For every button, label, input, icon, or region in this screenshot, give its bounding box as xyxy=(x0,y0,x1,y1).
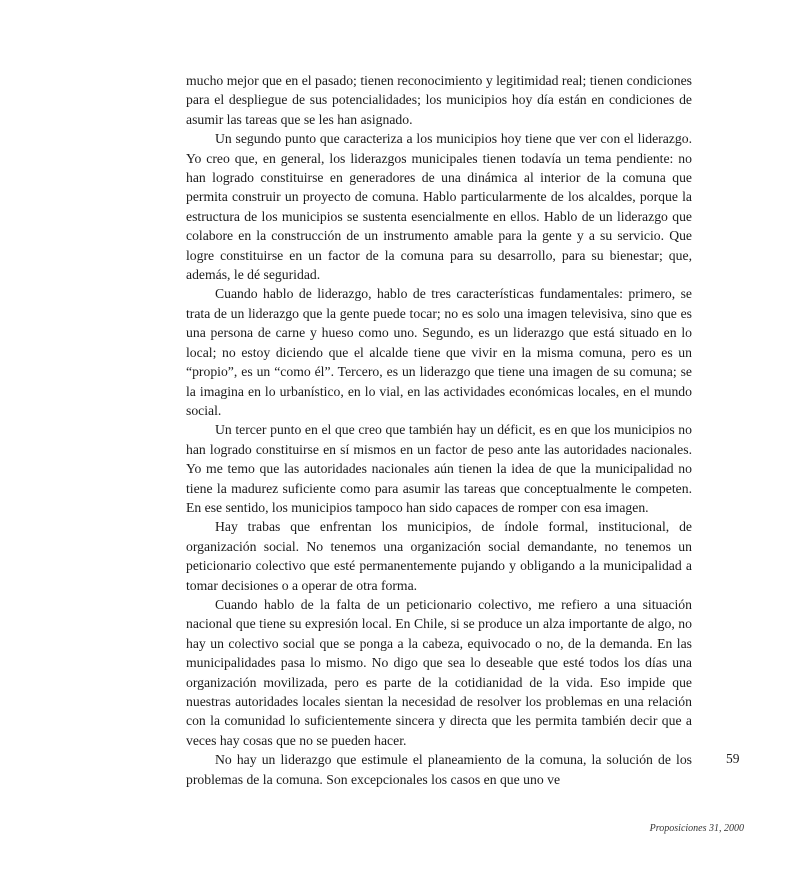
paragraph-3: Cuando hablo de liderazgo, hablo de tres características fundamentales: primero, se trata de un liderazgo que la gente puede tocar; no es solo una imagen televisiva, sino que es una persona de carne y hueso como uno. Segundo, es un liderazgo que está situado en lo local; no estoy diciendo que el alcalde tiene que vivir en la misma comuna, pero es un “propio”, es un “como él”. Tercero, es un liderazgo que tiene una imagen de su comuna; se la imagina en lo urbanístico, en lo vial, en las actividades económicas locales, en el mundo social. xyxy=(186,286,692,418)
body-text xyxy=(186,71,692,789)
paragraph-1: mucho mejor que en el pasado; tienen reconocimiento y legitimidad real; tienen condiciones para el despliegue de sus potencialidades; los municipios hoy día están en condiciones de asumir las tareas que se les han asignado. xyxy=(186,73,692,127)
paragraph-4: Un tercer punto en el que creo que también hay un déficit, es en que los municipios no han logrado constituirse en sí mismos en un factor de peso ante las autoridades nacionales. Yo me temo que las autoridades nacionales aún tienen la idea de que la municipalidad no tiene la madurez suficiente como para asumir las tareas que conceptualmente le competen. En ese sentido, los municipios tampoco han sido capaces de romper con esa imagen. xyxy=(186,422,692,515)
paragraph-5: Hay trabas que enfrentan los municipios, de índole formal, institucional, de organización social. No tenemos una organización social demandante, no tenemos un peticionario colectivo que esté permanentemente pujando y obligando a la municipalidad a tomar decisiones o a operar de otra forma. xyxy=(186,519,692,593)
paragraph-2: Un segundo punto que caracteriza a los municipios hoy tiene que ver con el liderazgo. Yo creo que, en general, los liderazgos municipales tienen todavía un tema pendiente: no han logrado constituirse en generadores de una dinámica al interior de la comuna que permita construir un proyecto de comuna. Hablo particularmente de los alcaldes, porque la estructura de los municipios se sustenta esencialmente en ellos. Hablo de un liderazgo que colabore en la construcción de un instrumento amable para la gente y a su servicio. Que logre constituirse en un factor de la comuna para su desarrollo, para su bienestar; que, además, le dé seguridad. xyxy=(186,131,692,283)
page-number: 59 xyxy=(726,751,740,766)
paragraph-7: No hay un liderazgo que estimule el planeamiento de la comuna, la solución de los problemas de la comuna. Son excepcionales los casos en que uno ve xyxy=(186,752,692,787)
paragraph-6: Cuando hablo de la falta de un peticionario colectivo, me refiero a una situación nacional que tiene su expresión local. En Chile, si se produce un alza importante de algo, no hay un colectivo social que se ponga a la cabeza, equivocado o no, de la demanda. En las municipalidades pasa lo mismo. No digo que sea lo deseable que esté todos los días una organización movilizada, pero es parte de la cotidianidad de la vida. Eso impide que nuestras autoridades locales sientan la necesidad de resolver los problemas en una relación con la comunidad lo suficientemente sincera y directa que les permita también decir que a veces hay cosas que no se pueden hacer. xyxy=(186,596,692,748)
journal-footer: Proposiciones 31, 2000 xyxy=(649,823,744,834)
